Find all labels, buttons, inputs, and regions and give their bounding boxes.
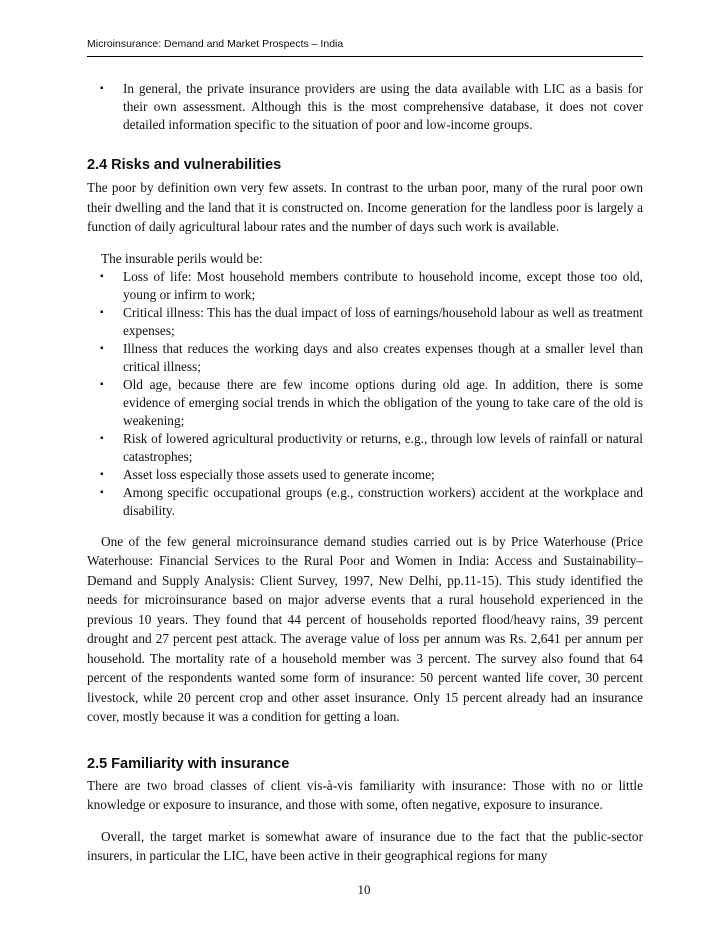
list-item: ▪ Among specific occupational groups (e.g., construction workers) accident at the workplace and disability.: [100, 484, 643, 518]
list-item: ▪ Illness that reduces the working days and also creates expenses though at a smaller level than critical illness;: [100, 340, 643, 374]
bullet-icon: ▪: [100, 468, 104, 480]
risks-paragraph-2: One of the few general microinsurance demand studies carried out is by Price Waterhouse (Price Waterhouse: Financial Services to the Rural Poor and Women in India: Access and Sustainability–Demand and Supply Analysis: Client Survey, 1997, New Delhi, pp.11-15). This study identified the needs for microinsurance based on major adverse events that a rural household experienced in the previous 10 years. They found that 44 percent of households reported flood/heavy rains, 39 percent drought and 27 percent pest attack. The average value of loss per annum was Rs. 2,641 per annum per household. The mortality rate of a household member was 3 percent. The survey also found that 64 percent of the respondents wanted some form of insurance: 50 percent wanted life cover, 30 percent livestock, while 20 percent crop and other asset insurance. Only 15 percent already had an insurance cover, mostly because it was a condition for getting a loan.: [87, 533, 643, 724]
bullet-icon: ▪: [100, 378, 104, 390]
list-item: ▪ Risk of lowered agricultural productivity or returns, e.g., through low levels of rainfall or natural catastrophes;: [100, 430, 643, 464]
bullet-icon: ▪: [100, 342, 104, 354]
list-item: ▪ Old age, because there are few income options during old age. In addition, there is some evidence of emerging social trends in which the obligation of the young to take care of the old is weakening;: [100, 376, 643, 428]
familiarity-paragraph-1: There are two broad classes of client vis-à-vis familiarity with insurance: Those with no or little knowledge or exposure to insurance, and those with some, often negative, exposure to insurance.: [87, 777, 643, 812]
running-title: Microinsurance: Demand and Market Prospects – India: [87, 38, 344, 50]
intro-bullet-list: [87, 80, 643, 134]
bullet-icon: ▪: [100, 432, 104, 444]
bullet-icon: ▪: [100, 270, 104, 282]
bullet-icon: ▪: [100, 306, 104, 318]
page-content: [87, 80, 643, 866]
list-item: ▪ Loss of life: Most household members contribute to household income, except those too old, young or infirm to work;: [100, 268, 643, 302]
perils-list: [87, 268, 643, 520]
bullet-icon: ▪: [100, 486, 104, 498]
risks-paragraph-1: The poor by definition own very few assets. In contrast to the urban poor, many of the rural poor own their dwelling and the land that it is constructed on. Income generation for the landless poor is largely a function of daily agricultural labour rates and the number of days such work is available.: [87, 180, 643, 234]
page-number: 10: [357, 882, 371, 897]
list-item: ▪ In general, the private insurance providers are using the data available with LIC as a basis for their own assessment. Although this is the most comprehensive database, it does not cover detailed information specific to the situation of poor and low-income groups.: [100, 81, 643, 132]
section-heading-familiarity: 2.5 Familiarity with insurance: [87, 755, 290, 772]
perils-intro: The insurable perils would be:: [101, 250, 263, 266]
familiarity-paragraph-2: Overall, the target market is somewhat aware of insurance due to the fact that the public-sector insurers, in particular the LIC, have been active in their geographical regions for many: [87, 828, 643, 863]
running-header: [87, 38, 643, 57]
section-heading-risks: 2.4 Risks and vulnerabilities: [87, 157, 282, 173]
list-item: ▪ Asset loss especially those assets used to generate income;: [100, 466, 435, 482]
list-item: ▪ Critical illness: This has the dual impact of loss of earnings/household labour as well as treatment expenses;: [100, 304, 643, 338]
bullet-icon: ▪: [100, 83, 104, 94]
